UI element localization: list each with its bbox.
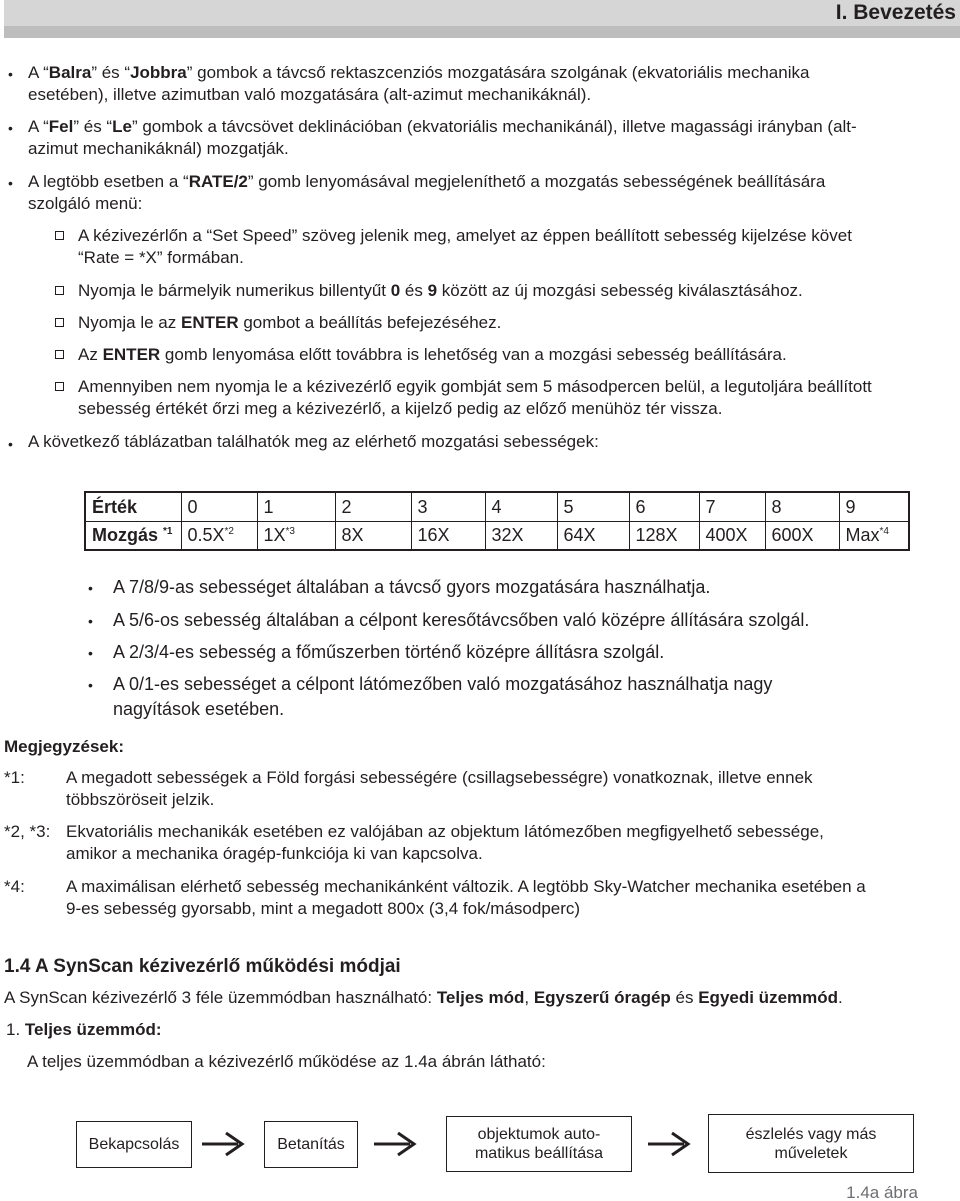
table-cell: 4 xyxy=(485,492,557,521)
mode-1-description: A teljes üzemmódban a kézivezérlő működése az 1.4a ábrán látható: xyxy=(27,1052,546,1071)
table-cell: 1 xyxy=(257,492,335,521)
arrow-right-icon xyxy=(646,1129,692,1159)
square-bullet-icon xyxy=(55,318,64,327)
table-cell: 64X xyxy=(557,521,629,550)
notes-heading: Megjegyzések: xyxy=(4,737,124,756)
square-bullet-icon xyxy=(55,350,64,359)
bullet-dot: • xyxy=(8,120,13,136)
bullet-dot: • xyxy=(8,175,13,191)
speed-bullet-3: A 2/3/4-es sebesség a főműszerben történő középre állításra szolgál. xyxy=(113,642,665,662)
table-row xyxy=(85,492,909,521)
note-key: *2, *3: xyxy=(4,822,51,841)
section-intro: A SynScan kézivezérlő 3 féle üzemmódban használható: Teljes mód, Egyszerű óragép és Egyedi üzemmód. xyxy=(4,988,843,1007)
bullet-dot: • xyxy=(88,645,93,661)
bullet-4: A következő táblázatban találhatók meg az elérhető mozgatási sebességek: xyxy=(28,432,599,451)
speed-table xyxy=(84,491,910,551)
subitem-2: Nyomja le bármelyik numerikus billentyűt 0 és 9 között az új mozgási sebesség kiválasztásához. xyxy=(78,281,803,300)
table-cell: 5 xyxy=(557,492,629,521)
arrow-right-icon xyxy=(200,1129,246,1159)
mode-1-heading: 1. Teljes üzemmód: xyxy=(6,1020,162,1039)
table-cell: 2 xyxy=(335,492,411,521)
note-3: A maximálisan elérhető sebesség mechanikánként változik. A legtöbb Sky-Watcher mechanika esetében a 9-es sebesség gyorsabb, mint a megadott 800x (3,4 fok/másodperc) xyxy=(66,877,866,918)
table-cell: 3 xyxy=(411,492,485,521)
bullet-2: A “Fel” és “Le” gombok a távcsövet deklinációban (ekvatoriális mechanikánál), illetve magassági irányban (alt- azimut mechanikáknál) mozgatják. xyxy=(28,117,857,158)
table-cell: 128X xyxy=(629,521,699,550)
table-cell: 8X xyxy=(335,521,411,550)
square-bullet-icon xyxy=(55,286,64,295)
subitem-4: Az ENTER gomb lenyomása előtt továbbra is lehetőség van a mozgási sebesség beállítására. xyxy=(78,345,787,364)
table-cell: $1X^{*3}$ xyxy=(257,521,335,550)
table-cell: Érték xyxy=(85,492,181,521)
table-cell: Mozgás $^{*1}$ xyxy=(85,521,181,550)
bullet-3: A legtöbb esetben a “RATE/2” gomb lenyomásával megjeleníthető a mozgatás sebességének beállítására szolgáló menü: xyxy=(28,172,826,213)
table-cell: 6 xyxy=(629,492,699,521)
speed-bullet-2: A 5/6-os sebesség általában a célpont keresőtávcsőben való középre állítására szolgál. xyxy=(113,610,810,630)
table-row xyxy=(85,521,909,550)
speed-bullet-1: A 7/8/9-as sebességet általában a távcső gyors mozgatására használhatja. xyxy=(113,577,711,597)
table-cell: 400X xyxy=(699,521,765,550)
table-cell: 32X xyxy=(485,521,557,550)
chapter-title: I. Bevezetés xyxy=(835,1,956,24)
section-title: 1.4 A SynScan kézivezérlő működési módjai xyxy=(4,956,401,977)
note-1: A megadott sebességek a Föld forgási sebességére (csillagsebességre) vonatkoznak, illetve ennek többszöröseit jelzik. xyxy=(66,768,813,809)
bullet-1: A “Balra” és “Jobbra” gombok a távcső rektaszcenziós mozgatására szolgának (ekvatoriális mechanika esetében), illetve azimutban való mozgatására (alt-azimut mechanikáknál). xyxy=(28,63,810,104)
bullet-dot: • xyxy=(8,66,13,82)
table-cell: 7 xyxy=(699,492,765,521)
header-bar xyxy=(4,0,960,26)
table-cell: 8 xyxy=(765,492,839,521)
flow-box-auto-goto: objektumok auto- matikus beállítása xyxy=(446,1116,632,1172)
square-bullet-icon xyxy=(55,231,64,240)
arrow-right-icon xyxy=(372,1129,418,1159)
table-cell: 600X xyxy=(765,521,839,550)
note-2: Ekvatoriális mechanikák esetében ez valójában az objektum látómezőben megfigyelhető sebessége, amikor a mechanika óragép-funkciója ki van kapcsolva. xyxy=(66,822,824,863)
header-rule xyxy=(4,26,960,38)
figure-caption: 1.4a ábra xyxy=(846,1183,918,1201)
bullet-dot: • xyxy=(8,436,13,452)
bullet-dot: • xyxy=(88,677,93,693)
bullet-dot: • xyxy=(88,580,93,596)
note-key: *1: xyxy=(4,768,25,787)
table-cell: Max$^{*4}$ xyxy=(839,521,909,550)
flow-box-alignment: Betanítás xyxy=(264,1121,358,1168)
table-cell: 0 xyxy=(181,492,257,521)
subitem-5: Amennyiben nem nyomja le a kézivezérlő egyik gombját sem 5 másodpercen belül, a legutoljára beállított sebesség értékét őrzi meg a kézivezérlő, a kijelző pedig az előző menühöz tér vissza. xyxy=(78,377,872,418)
square-bullet-icon xyxy=(55,382,64,391)
table-cell: $0.5X^{*2}$ xyxy=(181,521,257,550)
bullet-dot: • xyxy=(88,613,93,629)
table-cell: 9 xyxy=(839,492,909,521)
note-key: *4: xyxy=(4,877,25,896)
speed-bullet-4: A 0/1-es sebességet a célpont látómezőben való mozgatásához használhatja nagy nagyítások esetében. xyxy=(113,674,773,719)
table-cell: 16X xyxy=(411,521,485,550)
flow-box-observe: észlelés vagy más műveletek xyxy=(708,1114,914,1173)
flow-box-power-on: Bekapcsolás xyxy=(76,1121,192,1168)
subitem-3: Nyomja le az ENTER gombot a beállítás befejezéséhez. xyxy=(78,313,502,332)
subitem-1: A kézivezérlőn a “Set Speed” szöveg jelenik meg, amelyet az éppen beállított sebesség kijelzése követ “Rate = *X” formában. xyxy=(78,226,852,267)
